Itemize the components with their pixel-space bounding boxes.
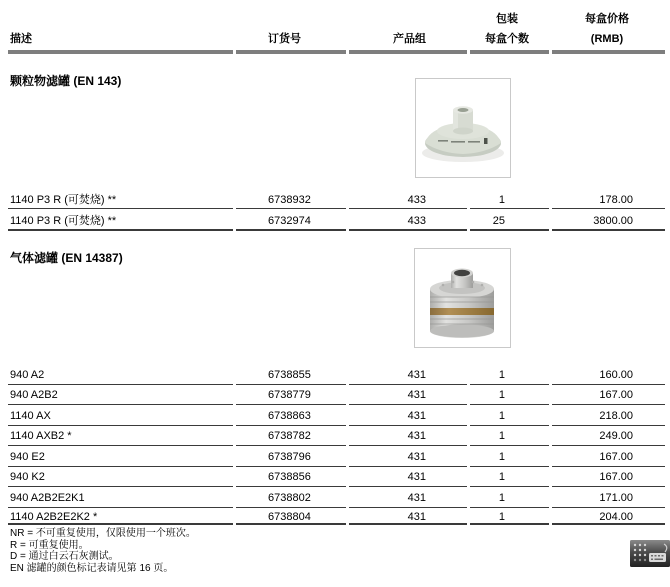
section-title-particulate-filters: 颗粒物滤罐 (EN 143) [10, 74, 122, 88]
column-header-price-currency: (RMB) [590, 33, 624, 45]
section-title-gas-filters: 气体滤罐 (EN 14387) [10, 251, 123, 265]
cell-product-group: 431 [407, 430, 426, 442]
cell-price: 167.00 [599, 451, 633, 463]
cell-description: 1140 A2B2E2K2 * [10, 511, 98, 523]
section-end-divider [8, 523, 665, 525]
cell-order-number: 6738856 [268, 471, 311, 483]
column-header-qty-per-box: 每盒个数 [485, 33, 529, 45]
column-header-description: 描述 [10, 33, 32, 45]
footnote-en-color-table: EN 滤罐的颜色标记表请见第 16 页。 [10, 563, 174, 574]
cell-description: 1140 P3 R (可焚烧) ** [10, 194, 117, 206]
section-end-divider [8, 229, 665, 231]
table-row [0, 389, 670, 404]
cell-product-group: 431 [407, 471, 426, 483]
cell-price: 160.00 [599, 369, 633, 381]
cell-product-group: 431 [407, 389, 426, 401]
cell-qty-per-box: 1 [498, 369, 505, 381]
table-row [0, 492, 670, 507]
cell-price: 3800.00 [593, 215, 633, 227]
cell-description: 1140 P3 R (可焚烧) ** [10, 215, 117, 227]
row-divider [8, 208, 665, 209]
cell-qty-per-box: 1 [498, 410, 505, 422]
input-method-keyboard-icon[interactable] [630, 540, 670, 567]
cell-description: 940 K2 [10, 471, 45, 483]
footnote-r: R = 可重复使用。 [10, 540, 89, 551]
footnote-nr: NR = 不可重复使用，仅限使用一个班次。 [10, 528, 196, 539]
particulate-filter-canister-illustration [416, 79, 510, 177]
cell-qty-per-box: 1 [498, 511, 505, 523]
table-row [0, 430, 670, 445]
cell-product-group: 433 [407, 194, 426, 206]
cell-order-number: 6738796 [268, 451, 311, 463]
row-divider [8, 404, 665, 405]
cell-qty-per-box: 1 [498, 389, 505, 401]
row-divider [8, 425, 665, 426]
gas-filter-photo [414, 248, 511, 348]
cell-order-number: 6732974 [268, 215, 311, 227]
cell-order-number: 6738863 [268, 410, 311, 422]
cell-order-number: 6738802 [268, 492, 311, 504]
cell-order-number: 6738782 [268, 430, 311, 442]
gas-filter-canister-illustration [415, 249, 510, 347]
row-divider [8, 466, 665, 467]
cell-description: 940 A2B2E2K1 [10, 492, 85, 504]
cell-price: 249.00 [599, 430, 633, 442]
header-rule [8, 50, 665, 54]
cell-price: 171.00 [599, 492, 633, 504]
cell-description: 940 E2 [10, 451, 45, 463]
cell-price: 218.00 [599, 410, 633, 422]
cell-description: 1140 AX [10, 410, 51, 422]
table-row [0, 410, 670, 425]
cell-qty-per-box: 25 [492, 215, 505, 227]
cell-description: 940 A2B2 [10, 389, 58, 401]
cell-product-group: 431 [407, 451, 426, 463]
column-header-order-number: 订货号 [268, 33, 301, 45]
cell-product-group: 431 [407, 410, 426, 422]
table-row [0, 369, 670, 384]
row-divider [8, 486, 665, 487]
column-header-product-group: 产品组 [393, 33, 426, 45]
particulate-filter-photo [415, 78, 511, 178]
cell-qty-per-box: 1 [498, 471, 505, 483]
cell-price: 167.00 [599, 389, 633, 401]
cell-qty-per-box: 1 [498, 194, 505, 206]
cell-product-group: 431 [407, 511, 426, 523]
cell-order-number: 6738779 [268, 389, 311, 401]
table-row [0, 451, 670, 466]
cell-order-number: 6738932 [268, 194, 311, 206]
cell-description: 1140 AXB2 * [10, 430, 72, 442]
cell-qty-per-box: 1 [498, 451, 505, 463]
row-divider [8, 384, 665, 385]
cell-description: 940 A2 [10, 369, 45, 381]
cell-product-group: 431 [407, 492, 426, 504]
column-header-packaging: 包装 [496, 13, 518, 25]
row-divider [8, 507, 665, 508]
table-row [0, 194, 670, 209]
row-divider [8, 445, 665, 446]
cell-price: 167.00 [599, 471, 633, 483]
cell-order-number: 6738855 [268, 369, 311, 381]
cell-product-group: 431 [407, 369, 426, 381]
footnote-d: D = 通过白云石灰测试。 [10, 551, 119, 562]
cell-price: 204.00 [599, 511, 633, 523]
cell-qty-per-box: 1 [498, 492, 505, 504]
table-row [0, 215, 670, 230]
cell-order-number: 6738804 [268, 511, 311, 523]
column-header-price-per-box: 每盒价格 [585, 13, 629, 25]
cell-qty-per-box: 1 [498, 430, 505, 442]
cell-product-group: 433 [407, 215, 426, 227]
table-row [0, 471, 670, 486]
cell-price: 178.00 [599, 194, 633, 206]
